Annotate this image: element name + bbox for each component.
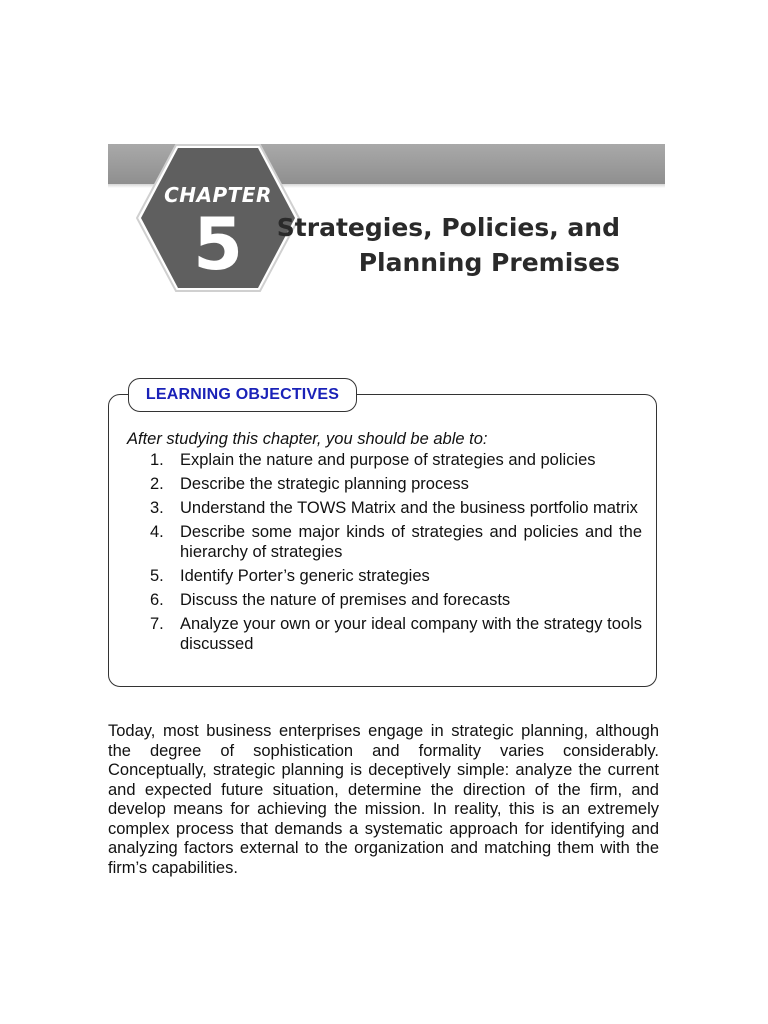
objective-text: Describe some major kinds of strategies and policies and the hierarchy of strategies (180, 523, 642, 561)
objective-text: Describe the strategic planning process (180, 475, 469, 493)
objective-number: 2. (150, 475, 164, 493)
learning-objectives-heading: LEARNING OBJECTIVES (128, 378, 357, 412)
objective-text: Explain the nature and purpose of strategies and policies (180, 451, 596, 469)
learning-objectives-intro: After studying this chapter, you should be able to: (127, 430, 488, 448)
objective-number: 6. (150, 591, 164, 609)
chapter-badge (136, 143, 300, 293)
objective-item (150, 522, 642, 562)
objective-text: Discuss the nature of premises and forecasts (180, 591, 511, 609)
chapter-number: 5 (192, 202, 244, 286)
objective-number: 7. (150, 615, 164, 633)
objective-number: 5. (150, 567, 164, 585)
body-paragraph: Today, most business enterprises engage in strategic planning, although the degree of sophistication and formality varies considerably. Conceptually, strategic planning is deceptively simple: analyze the current and expected future situation, determine the direction of the firm, and develop means for achieving the mission. In reality, this is an extremely complex process that demands a systematic approach for identifying and analyzing factors external to the organization and matching them with the firm’s capabilities. (108, 722, 659, 877)
objective-item (150, 614, 642, 654)
chapter-title-line-1: Strategies, Policies, and (276, 213, 620, 242)
chapter-title-line-2: Planning Premises (358, 248, 620, 277)
objective-item (150, 450, 642, 470)
objective-item (150, 566, 642, 586)
objective-text: Analyze your own or your ideal company with the strategy tools discussed (180, 615, 642, 653)
chapter-label: CHAPTER (164, 183, 272, 207)
learning-objectives-list (150, 450, 642, 658)
chapter-title (277, 210, 620, 280)
objective-number: 1. (150, 451, 164, 469)
objective-item (150, 474, 642, 494)
objective-text: Identify Porter’s generic strategies (180, 567, 430, 585)
objective-number: 4. (150, 523, 164, 541)
objective-item (150, 498, 642, 518)
objective-text: Understand the TOWS Matrix and the business portfolio matrix (180, 499, 638, 517)
objective-number: 3. (150, 499, 164, 517)
objective-item (150, 590, 642, 610)
